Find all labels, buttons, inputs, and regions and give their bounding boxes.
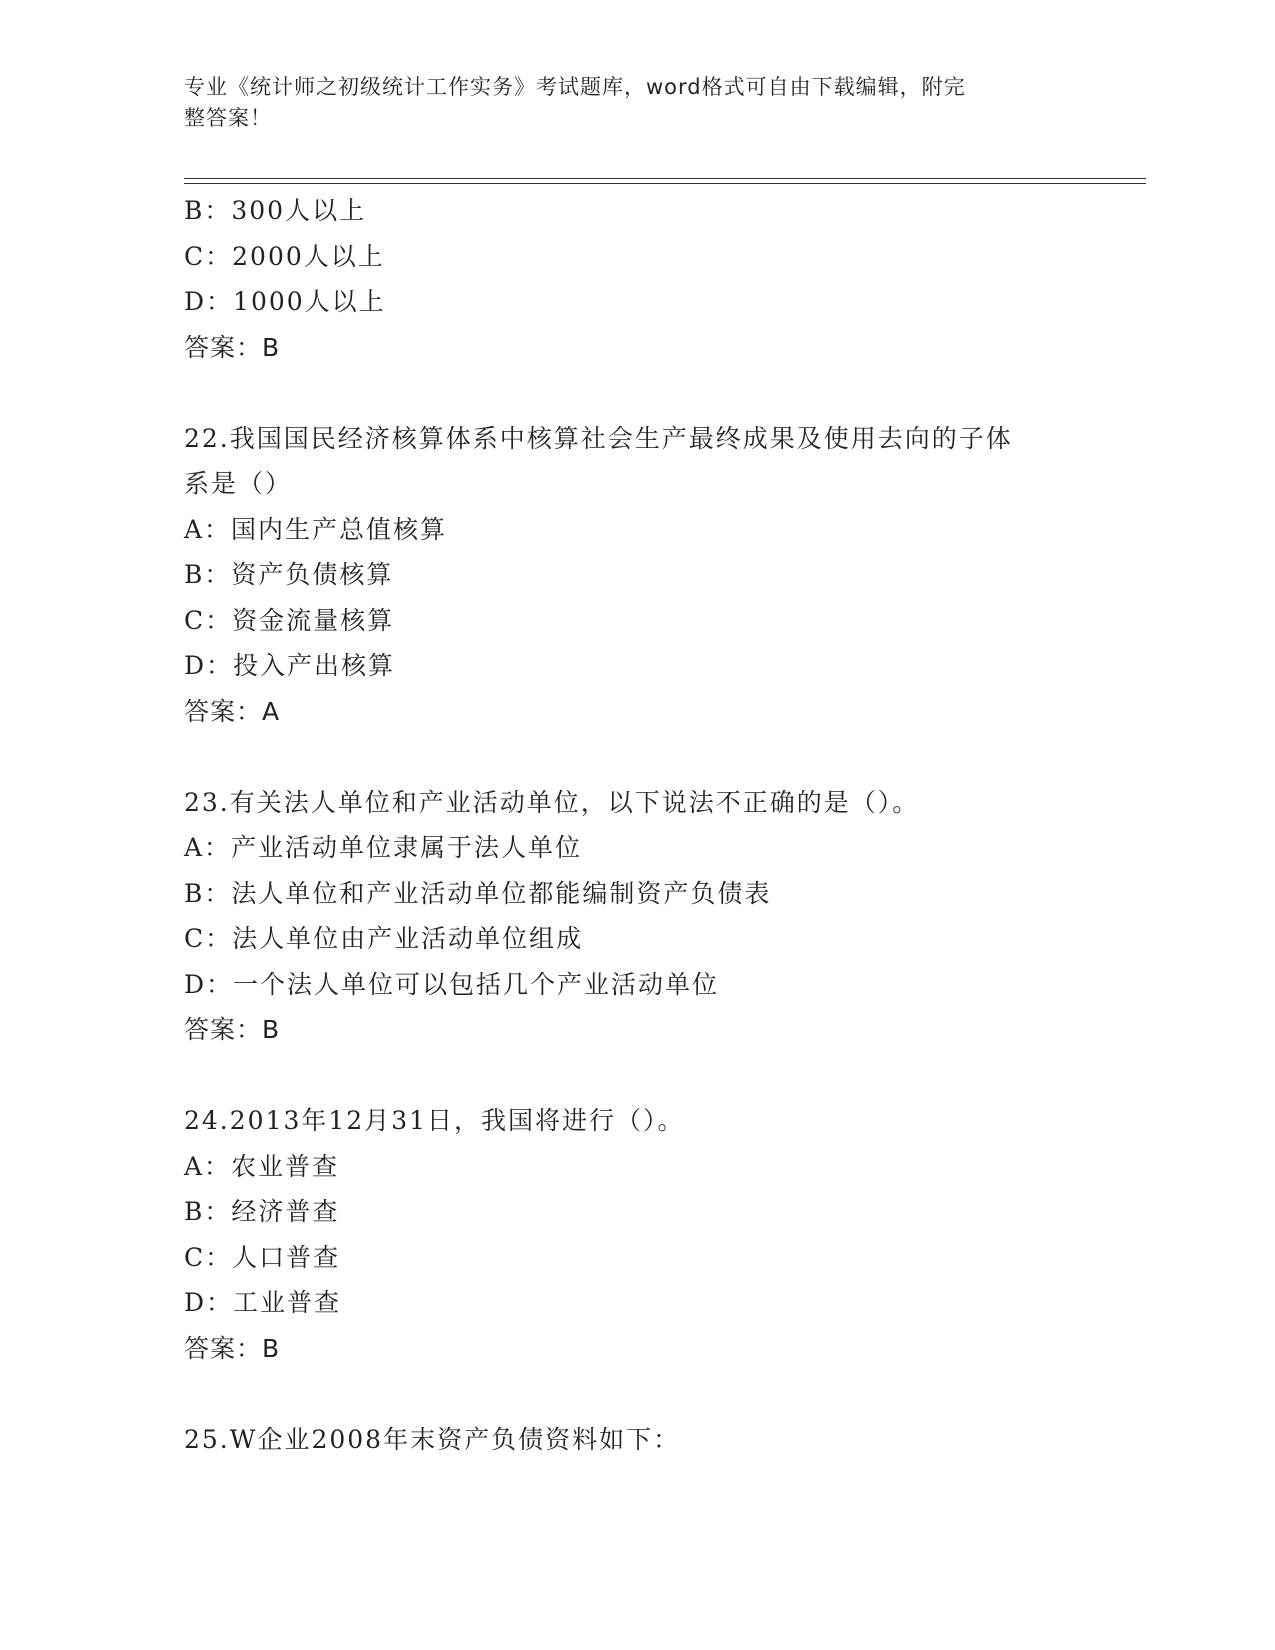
question-stem: 23.有关法人单位和产业活动单位，以下说法不正确的是（）。 <box>184 787 920 817</box>
answer: 答案：B <box>184 1333 281 1363</box>
answer: 答案：B <box>184 332 281 362</box>
option-a: A：产业活动单位隶属于法人单位 <box>184 833 583 862</box>
option-d: D：1000人以上 <box>184 287 386 316</box>
question-25 <box>184 1417 1084 1463</box>
question-22 <box>184 416 1084 735</box>
document-header <box>184 72 1064 134</box>
header-line-1: 专业《统计师之初级统计工作实务》考试题库，word格式可自由下载编辑，附完 <box>184 75 966 99</box>
spacer <box>184 1371 1084 1417</box>
option-c: C：资金流量核算 <box>184 605 395 635</box>
answer: 答案：B <box>184 1015 281 1044</box>
option-c: C：法人单位由产业活动单位组成 <box>184 924 584 953</box>
option-b: B：300人以上 <box>184 196 367 225</box>
option-b: B：法人单位和产业活动单位都能编制资产负债表 <box>184 878 772 908</box>
option-d: D：投入产出核算 <box>184 651 396 680</box>
spacer <box>184 1053 1084 1099</box>
question-stem: 24.2013年12月31日，我国将进行（）。 <box>184 1106 685 1135</box>
option-d: D：工业普查 <box>184 1288 342 1317</box>
option-c: C：人口普查 <box>184 1242 341 1272</box>
question-stem: 22.我国国民经济核算体系中核算社会生产最终成果及使用去向的子体 <box>184 423 1013 453</box>
header-divider-top <box>184 178 1146 179</box>
spacer <box>184 734 1084 780</box>
option-a: A：国内生产总值核算 <box>184 514 448 544</box>
question-list <box>184 188 1084 1462</box>
option-b: B：资产负债核算 <box>184 560 394 589</box>
option-d: D：一个法人单位可以包括几个产业活动单位 <box>184 969 720 999</box>
option-a: A：农业普查 <box>184 1151 340 1181</box>
answer: 答案：A <box>184 696 281 726</box>
question-stem-cont: 系是（） <box>184 469 293 498</box>
header-line-2: 整答案！ <box>184 106 272 130</box>
question-stem: 25.W企业2008年末资产负债资料如下： <box>184 1424 681 1454</box>
spacer <box>184 370 1084 416</box>
question-23 <box>184 780 1084 1053</box>
question-21 <box>184 188 1084 370</box>
question-24 <box>184 1098 1084 1371</box>
header-divider-bottom <box>184 183 1146 184</box>
option-c: C：2000人以上 <box>184 241 385 271</box>
option-b: B：经济普查 <box>184 1197 340 1226</box>
